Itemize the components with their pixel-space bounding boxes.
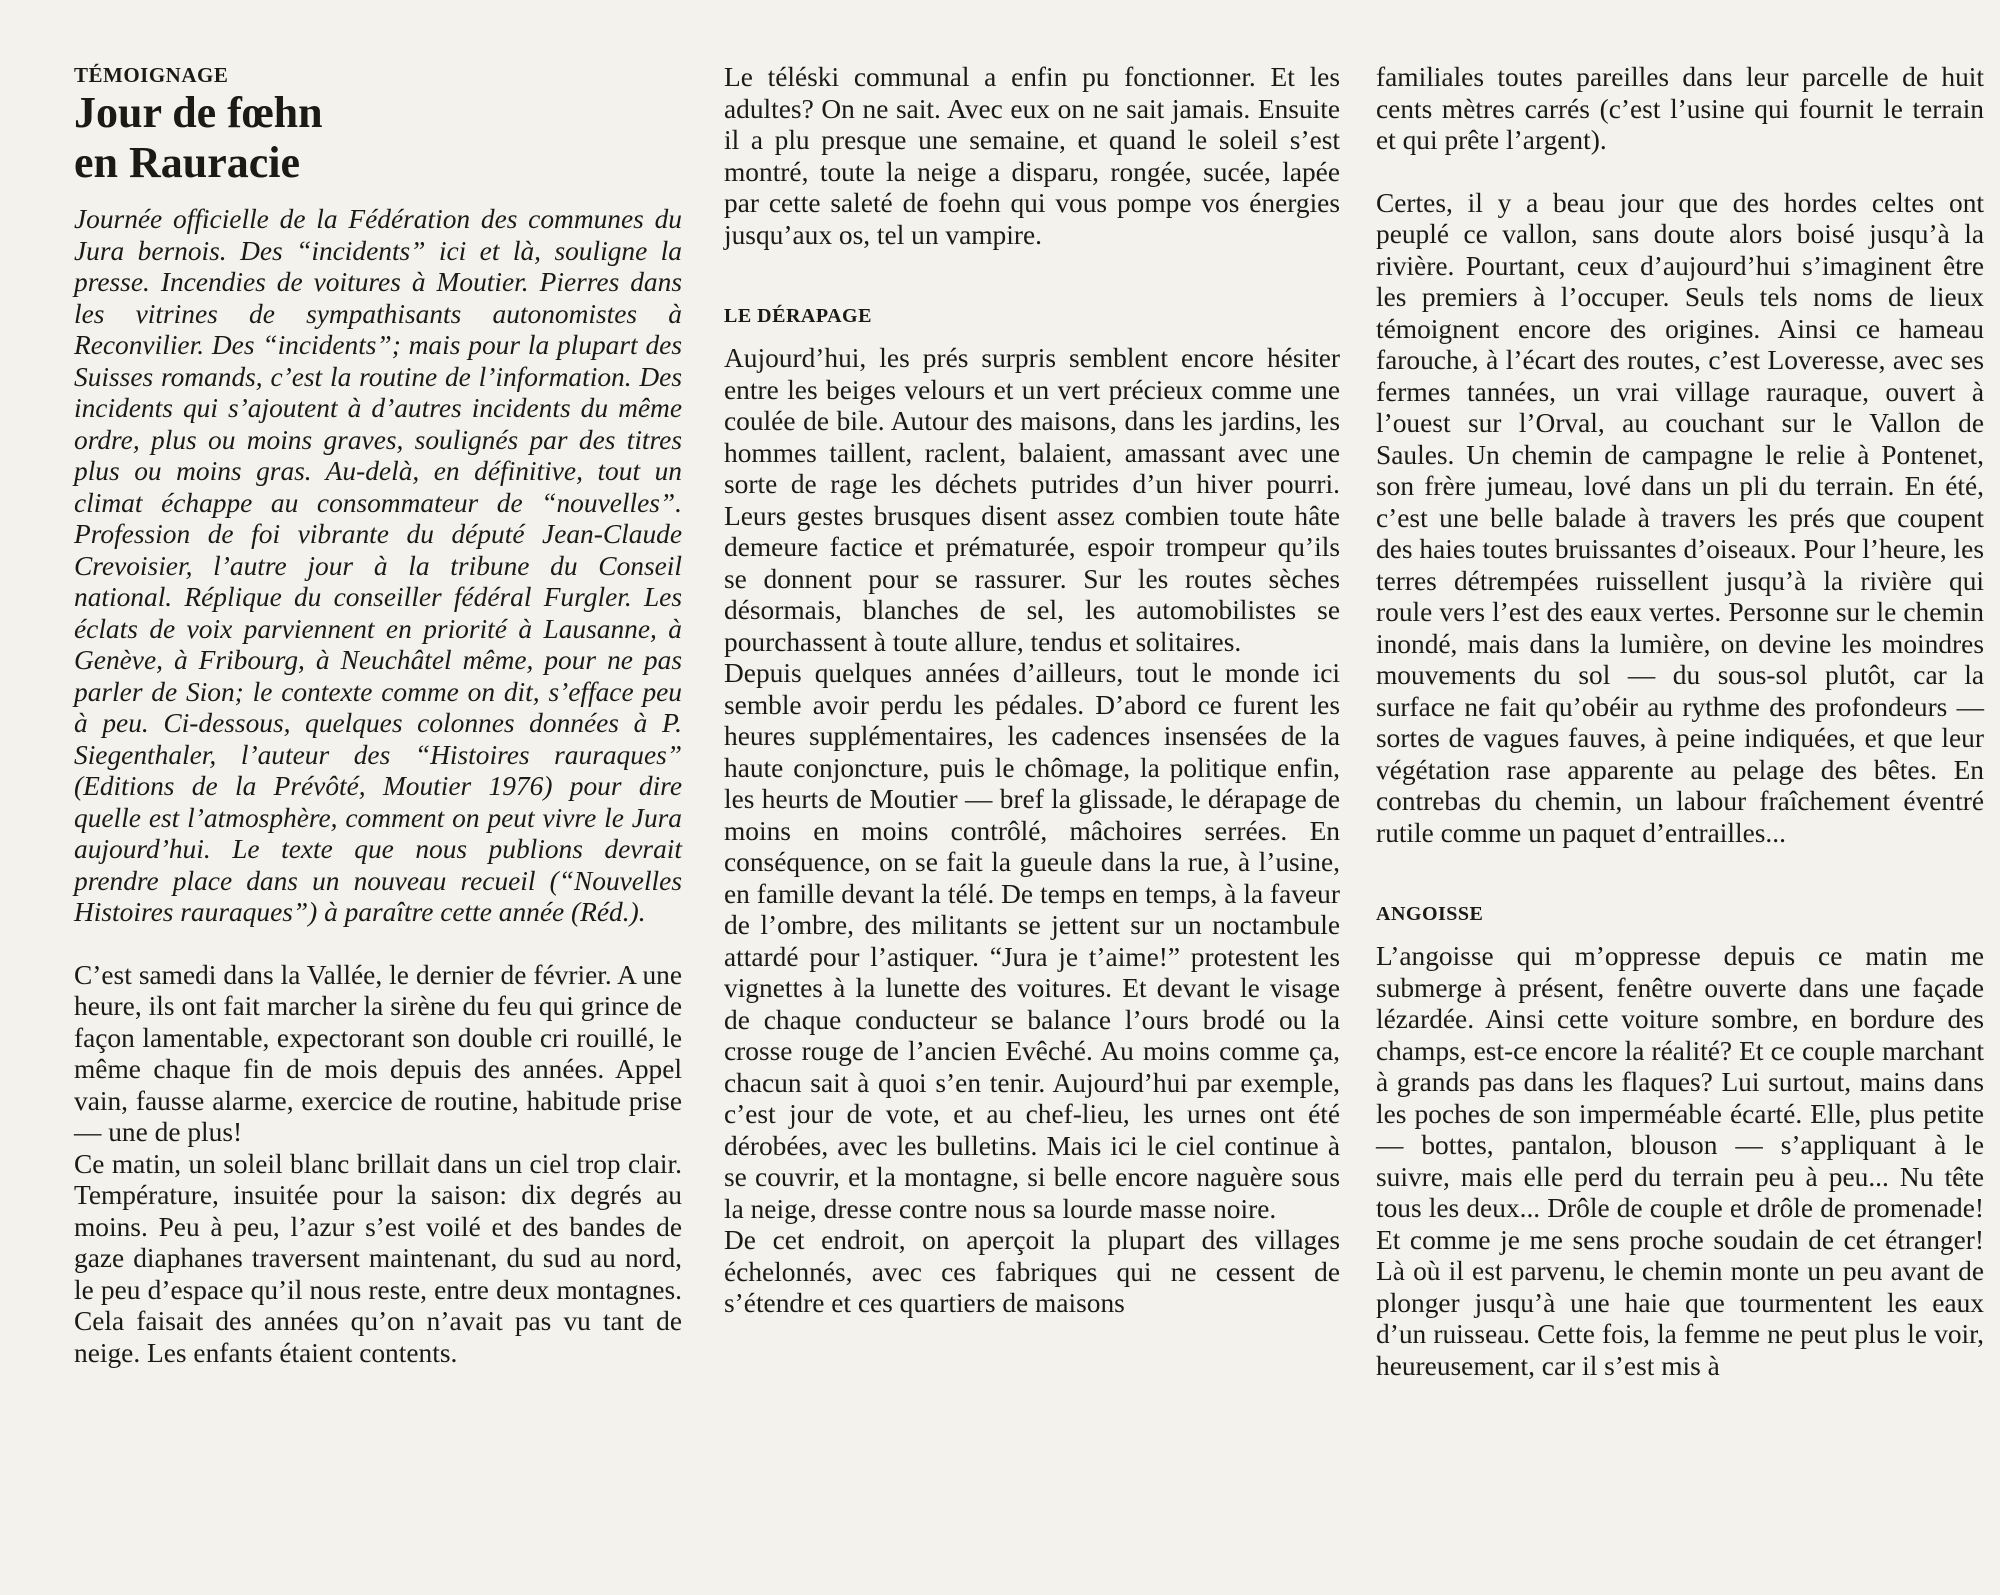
column-2 xyxy=(724,62,1340,1320)
body-paragraph: Depuis quelques années d’ailleurs, tout le monde ici semble avoir perdu les pédales. D’abord ce furent les heures supplémentaires, les cadences insensées de la haute conjoncture, puis le chômage, la politique enfin, les heurts de Moutier — bref la glissade, le dérapage de moins en moins contrôlé, mâchoires serrées. En conséquence, on se fait la gueule dans la rue, à l’usine, en famille devant la télé. De temps en temps, à la faveur de l’ombre, des militants se jettent sur un noctambule attardé pour l’astiquer. “Jura je t’aime!” protestent les vignettes à la lunette des voitures. Et devant le visage de chaque conducteur se balance l’ours brodé ou la crosse rouge de l’ancien Evêché. Au moins comme ça, chacun sait à quoi s’en tenir. Aujourd’hui par exemple, c’est jour de vote, et au chef-lieu, les urnes ont été dérobées, avec les bulletins. Mais ici le ciel continue à se couvrir, et la montagne, si belle encore naguère sous la neige, dresse contre nous sa lourde masse noire. xyxy=(724,658,1340,1224)
body-paragraph: De cet endroit, on aperçoit la plupart des villages échelonnés, avec ces fabriques qui ne cessent de s’étendre et ces quartiers de maisons xyxy=(724,1225,1340,1318)
body-paragraph: L’angoisse qui m’oppresse depuis ce matin me submerge à présent, fenêtre ouverte dans une façade lézardée. Ainsi cette voiture sombre, en bordure des champs, est-ce encore la réalité? Et ce couple marchant à grands pas dans les flaques? Lui surtout, mains dans les poches de son imperméable écarté. Elle, plus petite — bottes, pantalon, blouson — s’appliquant à le suivre, mais elle perd du terrain peu à peu... Nu tête tous les deux... Drôle de couple et drôle de promenade! Et comme je me sens proche soudain de cet étranger! Là où il est parvenu, le chemin monte un peu avant de plonger jusqu’à une haie que tourmentent les eaux d’un ruisseau. Cette fois, la femme ne peut plus le voir, heureusement, car il s’est mis à xyxy=(1376,941,1984,1381)
column-3 xyxy=(1376,62,1984,1382)
body-paragraph: C’est samedi dans la Vallée, le dernier de février. A une heure, ils ont fait marcher la sirène du feu qui grince de façon lamentable, expectorant son double cri rouillé, le même chaque fin de mois depuis des années. Appel vain, fausse alarme, exercice de routine, habitude prise — une de plus! xyxy=(74,959,682,1147)
body-paragraph: familiales toutes pareilles dans leur parcelle de huit cents mètres carrés (c’est l’usine qui fournit le terrain et qui prête l’argent). xyxy=(1376,62,1984,155)
body-paragraph: Aujourd’hui, les prés surpris semblent encore hésiter entre les beiges velours et un vert précieux comme une coulée de bile. Autour des maisons, dans les jardins, les hommes taillent, raclent, balaient, amassant avec une sorte de rage les déchets putrides d’un hiver pourri. Leurs gestes brusques disent assez combien toute hâte demeure factice et prématurée, espoir trompeur qu’ils se donnent pour se rassurer. Sur les routes sèches désormais, blanches de sel, les automobilistes se pourchassent à toute allure, tendus et solitaires. xyxy=(724,343,1340,657)
article-intro: Journée officielle de la Fédération des communes du Jura bernois. Des “incidents” ici et là, souligne la presse. Incendies de voitures à Moutier. Pierres dans les vitrines de sympathisants autonomistes à Reconvilier. Des “incidents”; mais pour la plupart des Suisses romands, c’est la routine de l’information. Des incidents qui s’ajoutent à d’autres incidents du même ordre, plus ou moins graves, soulignés par des titres plus ou moins gras. Au-delà, en définitive, tout un climat échappe au consommateur de “nouvelles”. Profession de foi vibrante du député Jean-Claude Crevoisier, l’autre jour à la tribune du Conseil national. Réplique du conseiller fédéral Furgler. Les éclats de voix parviennent en priorité à Lausanne, à Genève, à Fribourg, à Neuchâtel même, pour ne pas parler de Sion; le contexte comme on dit, s’efface peu à peu. Ci-dessous, quelques colonnes données à P. Siegenthaler, l’auteur des “Histoires rauraques” (Editions de la Prévôté, Moutier 1976) pour dire quelle est l’atmosphère, comment on peut vivre le Jura aujourd’hui. Le texte que nous publions devrait prendre place dans un nouveau recueil (“Nouvelles Histoires rauraques”) à paraître cette année (Réd.). xyxy=(74,204,682,927)
article-title-line-1: Jour de fœhn xyxy=(74,88,323,137)
section-heading-angoisse: ANGOISSE xyxy=(1376,903,1484,925)
body-paragraph: Certes, il y a beau jour que des hordes celtes ont peuplé ce vallon, sans doute alors boisé jusqu’à la rivière. Pourtant, ceux d’aujourd’hui s’imaginent être les premiers à l’occuper. Seuls tels noms de lieux témoignent encore des origines. Ainsi ce hameau farouche, à l’écart des routes, c’est Loveresse, avec ses fermes tannées, un vrai village rauraque, ouvert à l’ouest sur l’Orval, au couchant sur le Vallon de Saules. Un chemin de campagne le relie à Pontenet, son frère jumeau, lové dans un pli du terrain. En été, c’est une belle balade à travers les prés que coupent des haies toutes bruissantes d’oiseaux. Pour l’heure, les terres détrempées ruissellent jusqu’à la rivière qui roule vers l’est des eaux vertes. Personne sur le chemin inondé, mais dans la lumière, on devine les moindres mouvements du sol — du sous-sol plutôt, car la surface ne fait qu’obéir au rythme des profondeurs — sortes de vagues fauves, à peine indiquées, et que leur végétation rase apparente au pelage des bêtes. En contrebas du chemin, un labour fraîchement éventré rutile comme un paquet d’entrailles... xyxy=(1376,187,1984,848)
article-title xyxy=(74,88,682,188)
body-paragraph: Ce matin, un soleil blanc brillait dans un ciel trop clair. Température, insuitée pour la saison: dix degrés au moins. Peu à peu, l’azur s’est voilé et des bandes de gaze diaphanes traversent maintenant, du sud au nord, le peu d’espace qu’il nous reste, entre deux montagnes. Cela faisait des années qu’on n’avait pas vu tant de neige. Les enfants étaient contents. xyxy=(74,1148,682,1368)
article-title-line-2: en Rauracie xyxy=(74,138,301,187)
section-heading-derapage: LE DÉRAPAGE xyxy=(724,305,872,327)
article-kicker: TÉMOIGNAGE xyxy=(74,63,229,87)
body-paragraph: Le téléski communal a enfin pu fonctionner. Et les adultes? On ne sait. Avec eux on ne sait jamais. Ensuite il a plu presque une semaine, et quand le soleil s’est montré, toute la neige a disparu, rongée, sucée, lapée par cette saleté de foehn qui vous pompe vos énergies jusqu’aux os, tel un vampire. xyxy=(724,62,1340,250)
column-1 xyxy=(74,62,682,1369)
